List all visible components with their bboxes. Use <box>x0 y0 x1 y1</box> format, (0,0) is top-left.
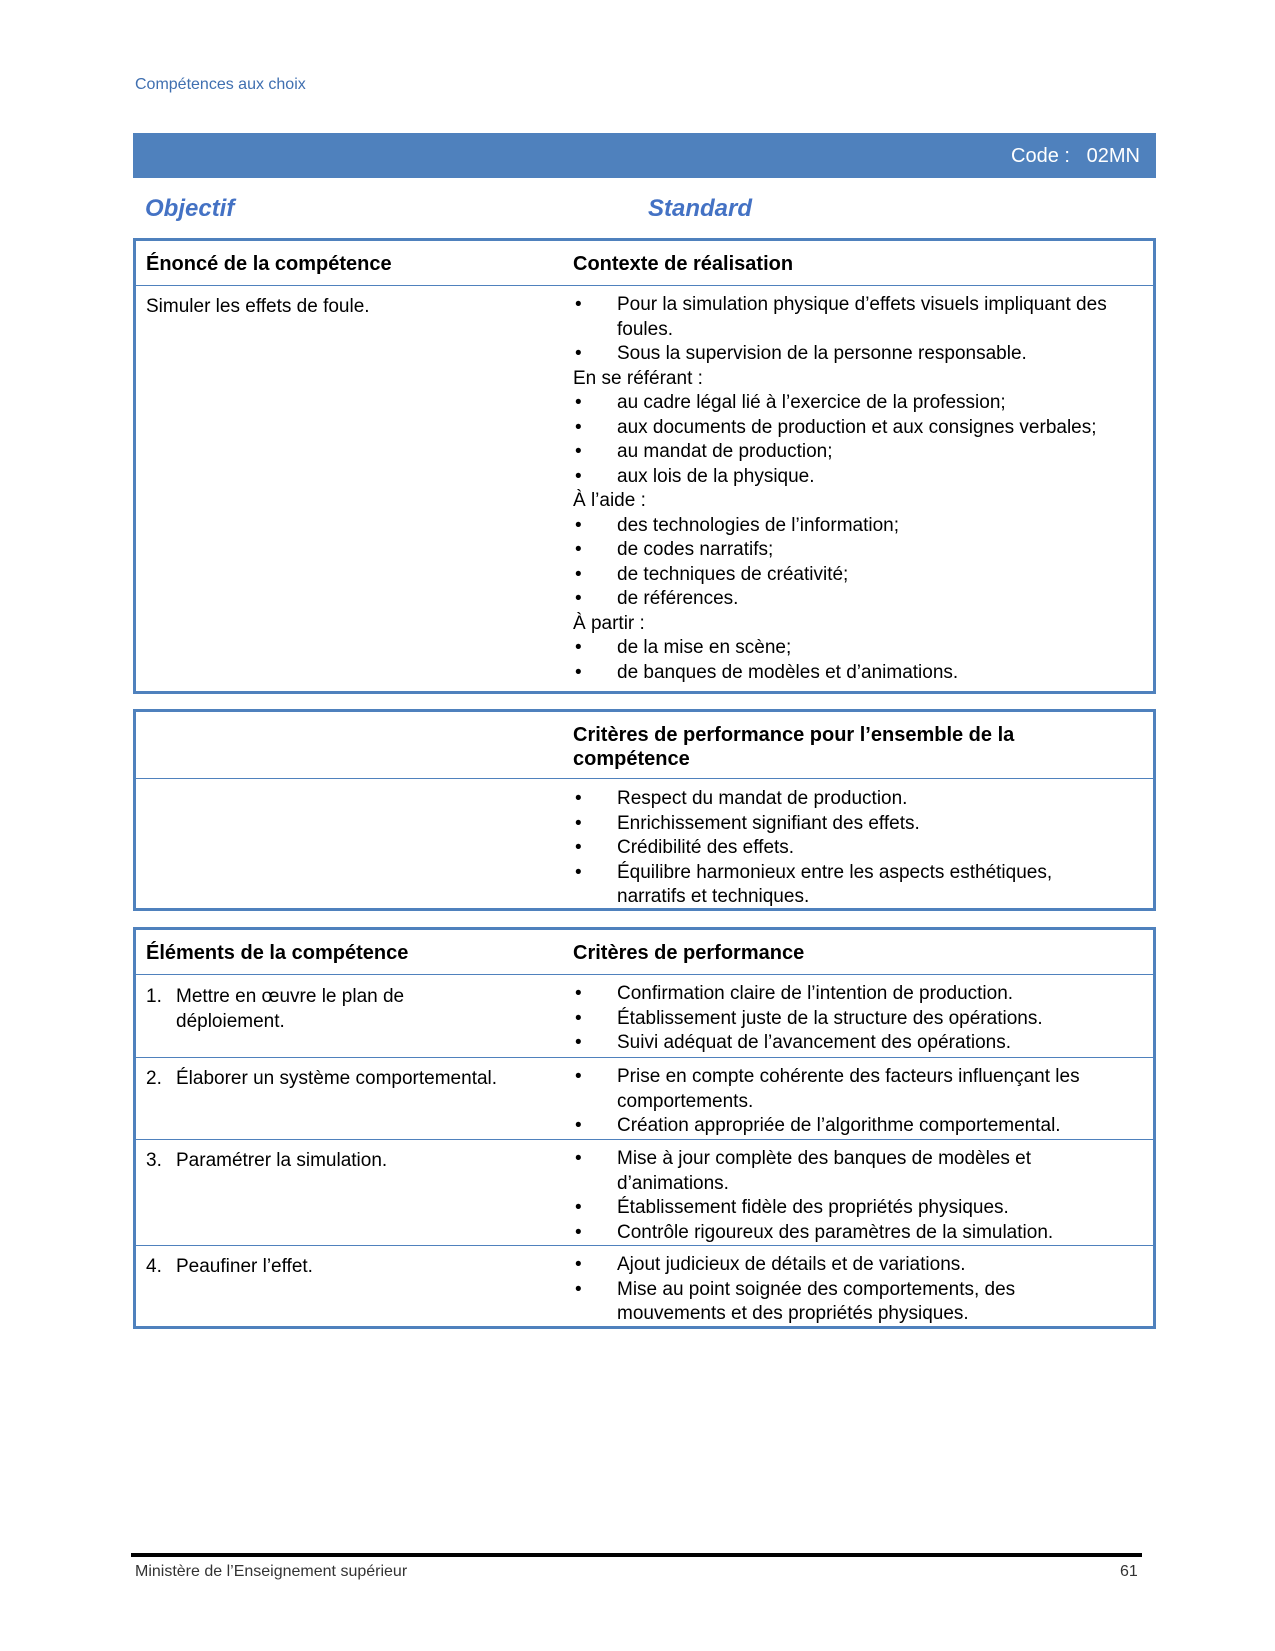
criteria-content <box>573 982 1153 1056</box>
criteria-bullets <box>573 1065 1153 1139</box>
code-label: Code : <box>1011 145 1070 167</box>
elements-table <box>133 927 1156 1329</box>
overall-criteria-table <box>133 709 1156 911</box>
list-item: • Enrichissement signifiant des effets. <box>573 812 1103 837</box>
element-text: Peaufiner l’effet. <box>176 1256 313 1277</box>
context-subheading: En se référant : <box>573 367 703 389</box>
table-header-row <box>136 930 1153 974</box>
list-item: • de la mise en scène; <box>573 636 1153 661</box>
table-row <box>136 974 1153 1057</box>
context-bullets <box>573 293 1153 367</box>
element-text: Élaborer un système comportemental. <box>176 1068 498 1089</box>
aid-bullets <box>573 514 1153 612</box>
list-item: • Création appropriée de l’algorithme comportemental. <box>573 1114 1153 1139</box>
list-item: • des technologies de l’information; <box>573 514 1153 539</box>
list-item: • Établissement fidèle des propriétés physiques. <box>573 1196 1108 1221</box>
element-item <box>146 985 446 1034</box>
list-item: • Prise en compte cohérente des facteurs influençant les comportements. <box>573 1065 1153 1114</box>
from-bullets <box>573 636 1153 685</box>
criteria-bullets <box>573 982 1153 1056</box>
element-text: Mettre en œuvre le plan de déploiement. <box>176 986 405 1032</box>
competence-statement-table <box>133 238 1156 694</box>
criteria-content <box>573 1065 1153 1139</box>
criteria-content <box>573 1147 1108 1245</box>
table-row <box>136 778 1153 908</box>
list-item: • Établissement juste de la structure des opérations. <box>573 1007 1153 1032</box>
table-row <box>136 1245 1153 1325</box>
list-item: • au mandat de production; <box>573 440 1153 465</box>
list-item: • Mise à jour complète des banques de modèles et d’animations. <box>573 1147 1108 1196</box>
overall-criteria-content <box>573 787 1103 910</box>
list-item: • aux lois de la physique. <box>573 465 1153 490</box>
list-item: • Crédibilité des effets. <box>573 836 1103 861</box>
footer-ministry: Ministère de l’Enseignement supérieur <box>135 1563 408 1580</box>
code-banner <box>133 133 1156 178</box>
overall-criteria-bullets <box>573 787 1103 910</box>
list-item: • aux documents de production et aux consignes verbales; <box>573 416 1153 441</box>
context-header: Contexte de réalisation <box>573 253 794 275</box>
objective-label: Objectif <box>145 195 235 222</box>
competence-statement: Simuler les effets de foule. <box>146 296 370 317</box>
list-item: • Sous la supervision de la personne responsable. <box>573 342 1153 367</box>
criteria-content <box>573 1253 1093 1327</box>
list-item: • Mise au point soignée des comportements, des mouvements et des propriétés physiques. <box>573 1278 1093 1327</box>
element-item <box>146 1067 566 1092</box>
list-item: • Respect du mandat de production. <box>573 787 1103 812</box>
document-section-title: Compétences aux choix <box>135 76 306 93</box>
context-content <box>573 293 1153 685</box>
overall-criteria-header: Critères de performance pour l’ensemble de la compétence <box>573 724 1015 770</box>
table-row <box>136 285 1153 691</box>
element-text: Paramétrer la simulation. <box>176 1150 388 1171</box>
list-item: • de codes narratifs; <box>573 538 1153 563</box>
footer-divider <box>131 1553 1142 1557</box>
list-item: • de techniques de créativité; <box>573 563 1153 588</box>
element-item <box>146 1149 566 1174</box>
competency-code <box>1011 145 1140 168</box>
table-row <box>136 1057 1153 1139</box>
list-item: • Ajout judicieux de détails et de variations. <box>573 1253 1093 1278</box>
list-item: • Contrôle rigoureux des paramètres de la simulation. <box>573 1221 1108 1246</box>
element-number: 2. <box>146 1068 162 1089</box>
list-item: • Pour la simulation physique d’effets visuels impliquant des foules. <box>573 293 1153 342</box>
context-subheading: À partir : <box>573 612 645 634</box>
list-item: • Équilibre harmonieux entre les aspects esthétiques, narratifs et techniques. <box>573 861 1103 910</box>
list-item: • Suivi adéquat de l’avancement des opérations. <box>573 1031 1153 1056</box>
elements-header: Éléments de la compétence <box>146 942 409 964</box>
context-subheading: À l’aide : <box>573 490 646 511</box>
element-item <box>146 1255 566 1280</box>
list-item: • au cadre légal lié à l’exercice de la profession; <box>573 391 1153 416</box>
list-item: • de références. <box>573 587 1153 612</box>
element-number: 4. <box>146 1256 162 1277</box>
element-number: 1. <box>146 986 162 1007</box>
table-header-row <box>136 712 1153 778</box>
criteria-bullets <box>573 1253 1093 1327</box>
page-number: 61 <box>1120 1563 1138 1580</box>
list-item: • de banques de modèles et d’animations. <box>573 661 1153 686</box>
criteria-header: Critères de performance <box>573 942 805 964</box>
list-item: • Confirmation claire de l’intention de production. <box>573 982 1153 1007</box>
element-number: 3. <box>146 1150 162 1171</box>
table-header-row <box>136 241 1153 285</box>
statement-header: Énoncé de la compétence <box>146 253 392 275</box>
standard-label: Standard <box>648 195 753 222</box>
reference-bullets <box>573 391 1153 489</box>
table-row <box>136 1139 1153 1245</box>
criteria-bullets <box>573 1147 1108 1245</box>
code-value: 02MN <box>1086 145 1140 167</box>
